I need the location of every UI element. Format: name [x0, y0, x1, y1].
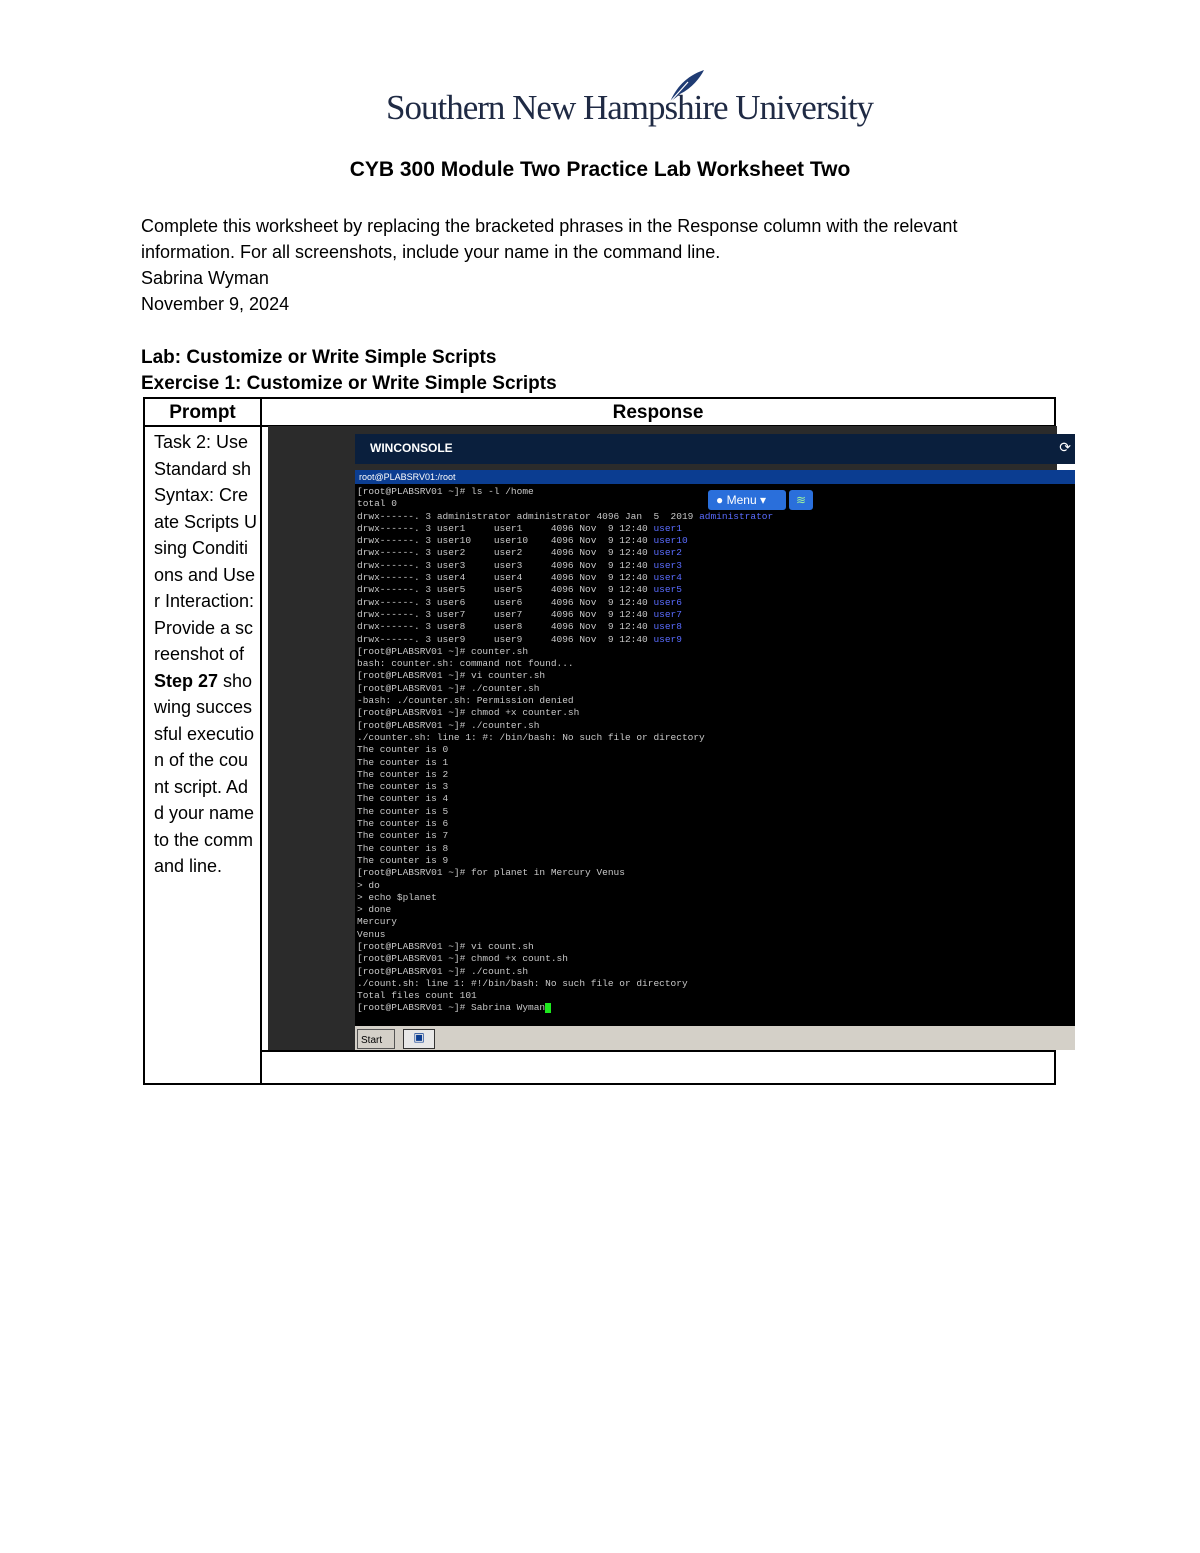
terminal-line: [root@PLABSRV01 ~]# vi count.sh — [357, 940, 534, 952]
column-divider — [260, 399, 262, 1083]
terminal-line: Venus — [357, 928, 386, 940]
worksheet-table — [143, 397, 1071, 1085]
terminal-line: [root@PLABSRV01 ~]# ls -l /home — [357, 486, 534, 497]
terminal-line: drwx------. 3 administrator administrator 4096 Jan 5 2019 administrator — [357, 510, 774, 522]
terminal-line: The counter is 5 — [357, 805, 449, 817]
start-button — [357, 1029, 395, 1049]
instructions-line-2: information. For all screenshots, include your name in the command line. — [141, 242, 721, 262]
terminal-line: [root@PLABSRV01 ~]# ./counter.sh — [357, 682, 540, 694]
terminal-line: > echo $planet — [357, 891, 437, 903]
taskbar — [355, 1026, 1075, 1050]
terminal-line: [root@PLABSRV01 ~]# chmod +x counter.sh — [357, 707, 580, 719]
start-label: Start — [361, 1035, 383, 1046]
response-column-header: Response — [612, 402, 704, 423]
terminal-line: [root@PLABSRV01 ~]# counter.sh — [357, 645, 529, 657]
terminal-line: Mercury — [357, 916, 397, 928]
terminal-title: root@PLABSRV01:/root — [359, 472, 456, 482]
terminal-title-bar — [355, 470, 1075, 484]
terminal-line: drwx------. 3 user10 user10 4096 Nov 9 12:40 user10 — [357, 535, 688, 547]
instructions — [141, 213, 1061, 317]
terminal-line: The counter is 3 — [357, 781, 449, 793]
student-name: Sabrina Wyman — [141, 268, 269, 288]
window-bar — [355, 434, 1075, 464]
terminal-line: ./counter.sh: line 1: #: /bin/bash: No such file or directory — [357, 731, 705, 743]
wifi-icon: ≋ — [789, 490, 813, 510]
terminal-line: > do — [357, 879, 380, 891]
response-screenshot — [268, 426, 1071, 1050]
window-title: WINCONSOLE — [370, 441, 453, 455]
terminal-line: drwx------. 3 user1 user1 4096 Nov 9 12:40 user1 — [357, 522, 682, 534]
terminal-line: [root@PLABSRV01 ~]# for planet in Mercury Venus — [357, 867, 625, 879]
terminal-line: The counter is 1 — [357, 756, 449, 768]
terminal-line: [root@PLABSRV01 ~]# ./count.sh — [357, 965, 529, 977]
console-task-icon: ▣ — [403, 1029, 435, 1049]
menu-label: Menu — [726, 493, 757, 507]
terminal-line: drwx------. 3 user4 user4 4096 Nov 9 12:40 user4 — [357, 572, 682, 584]
terminal-line: The counter is 0 — [357, 744, 449, 756]
instructions-line-1: Complete this worksheet by replacing the bracketed phrases in the Response column with the relevant — [141, 216, 958, 236]
terminal-line: [root@PLABSRV01 ~]# vi counter.sh — [357, 670, 546, 682]
terminal-line: [root@PLABSRV01 ~]# Sabrina Wyman — [357, 1002, 773, 1014]
refresh-icon: ⟳ — [1059, 439, 1071, 455]
terminal-line: -bash: ./counter.sh: Permission denied — [357, 695, 574, 707]
terminal-line: drwx------. 3 user3 user3 4096 Nov 9 12:40 user3 — [357, 559, 682, 571]
terminal-line: The counter is 2 — [357, 768, 449, 780]
terminal-line: The counter is 7 — [357, 830, 449, 842]
terminal-output — [357, 486, 773, 1015]
terminal — [355, 484, 1075, 1026]
terminal-line: The counter is 4 — [357, 793, 449, 805]
feather-icon — [666, 68, 706, 104]
lab-heading: Lab: Customize or Write Simple Scripts — [141, 347, 497, 368]
prompt-cell — [154, 429, 258, 880]
terminal-line: drwx------. 3 user8 user8 4096 Nov 9 12:40 user8 — [357, 621, 682, 633]
prompt-column-header: Prompt — [169, 402, 236, 423]
submission-date: November 9, 2024 — [141, 294, 290, 314]
exercise-heading: Exercise 1: Customize or Write Simple Scripts — [141, 373, 557, 394]
terminal-line: ./count.sh: line 1: #!/bin/bash: No such file or directory — [357, 977, 688, 989]
terminal-line: The counter is 8 — [357, 842, 449, 854]
terminal-line: drwx------. 3 user9 user9 4096 Nov 9 12:40 user9 — [357, 633, 682, 645]
prompt-text-start: Task 2: Use Standard sh Syntax: Create Scripts Using Conditions and User Interaction: Provide a screenshot of — [154, 432, 258, 664]
terminal-line: drwx------. 3 user6 user6 4096 Nov 9 12:40 user6 — [357, 596, 682, 608]
terminal-line: drwx------. 3 user5 user5 4096 Nov 9 12:40 user5 — [357, 584, 682, 596]
prompt-text-end: showing successful execution of the count script. Add your name to the command line. — [154, 670, 255, 876]
document-title: CYB 300 Module Two Practice Lab Worksheet Two — [349, 158, 851, 181]
menu-icon: ● — [716, 493, 724, 507]
prompt-step-bold: Step 27 — [154, 670, 219, 691]
menu-button: ● Menu ▾ — [708, 490, 786, 510]
terminal-line: [root@PLABSRV01 ~]# ./counter.sh — [357, 719, 540, 731]
terminal-line: The counter is 9 — [357, 854, 449, 866]
terminal-line: The counter is 6 — [357, 818, 449, 830]
terminal-line: Total files count 101 — [357, 990, 477, 1002]
terminal-line: drwx------. 3 user2 user2 4096 Nov 9 12:40 user2 — [357, 547, 682, 559]
logo-text: Southern New Hampshire University — [386, 88, 874, 127]
terminal-line: drwx------. 3 user7 user7 4096 Nov 9 12:40 user7 — [357, 608, 682, 620]
university-logo — [386, 68, 874, 138]
terminal-line: > done — [357, 904, 392, 916]
terminal-cursor — [545, 1003, 551, 1013]
terminal-line: total 0 — [357, 498, 397, 510]
terminal-line: bash: counter.sh: command not found... — [357, 658, 574, 670]
terminal-line: [root@PLABSRV01 ~]# chmod +x count.sh — [357, 953, 568, 965]
response-divider — [262, 1050, 1054, 1052]
